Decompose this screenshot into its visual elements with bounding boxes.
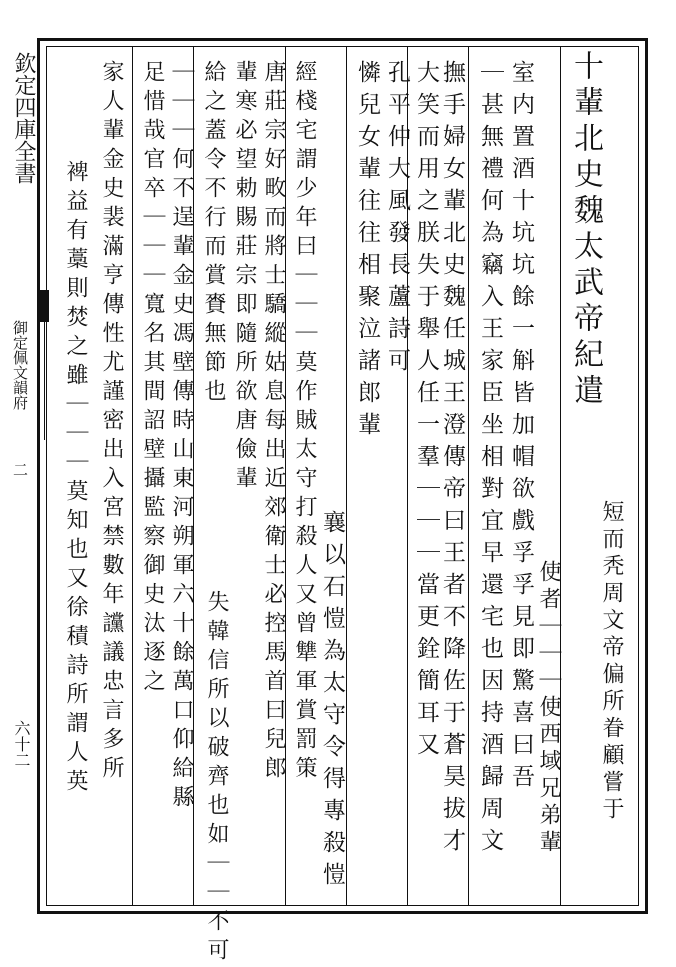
page-number: 六十二 — [12, 720, 31, 768]
column-rule — [132, 46, 133, 906]
text-column: 足惜哉官卒｜｜｜寬名其間詔壁攝監察御史汰逐之 — [140, 60, 165, 698]
text-column: ｜甚無禮何為竊入王家臣坐相對宜早還宅也因持酒歸周文 — [477, 60, 503, 860]
text-column: 使者｜｜｜使西域兄弟輩 — [536, 560, 561, 857]
text-column: 失韓信所以破齊也如｜｜不可 — [204, 590, 229, 967]
text-column: 室内置酒十坑坑餘一斛皆加帽欲戲孚孚見即驚喜曰吾 — [508, 60, 534, 796]
text-column: 孔平仲大風發長蘆詩可 — [384, 60, 410, 380]
text-column: 給之蓋令不行而賞賚無節也 — [201, 60, 226, 408]
column-rule — [468, 46, 469, 906]
text-column: 家人輩金史裴滿亨傳性尤謹密出入宮禁數年讜議忠言多所 — [99, 60, 124, 785]
column-rule — [346, 46, 347, 906]
text-column: 唐莊宗好畋而將士驕縱姑息每出近郊衛士必控馬首曰兒郎 — [261, 60, 286, 785]
text-column: 十輩北史魏太武帝紀遣 — [568, 50, 603, 410]
collection-title: 欽定四庫全書 — [11, 52, 36, 184]
book-title: 御定佩文韻府 — [11, 320, 29, 410]
text-column: 短而秃周文帝偏所眷顧嘗于 — [599, 500, 624, 824]
text-column: 撫手婦女輩北史魏任城王澄傳帝曰王者不降佐于蒼昊拔才 — [439, 60, 465, 860]
text-column: 輩寒必望勅賜莊宗即隨所欲唐儉輩 — [232, 60, 257, 495]
volume-mark: 二 — [11, 462, 29, 477]
text-column: 裨益有藁則焚之雖｜｜｜莫知也又徐積詩所謂人英 — [63, 160, 88, 798]
text-column: 憐兒女輩往往相聚泣諸郎輩 — [354, 60, 380, 444]
text-column: 襄以石愷為太守令得專殺愷 — [319, 510, 345, 894]
text-column: ｜｜｜何不逞輩金史馮壁傳時山東河朔軍六十餘萬口仰給縣 — [169, 60, 194, 814]
text-column: 經棧宅謂少年曰｜｜｜莫作賊太守打殺人又曾犨軍賞罰策 — [292, 60, 317, 785]
text-column: 大笑而用之朕失于舉人任一羣｜｜｜當更銓簡耳又 — [413, 60, 439, 764]
